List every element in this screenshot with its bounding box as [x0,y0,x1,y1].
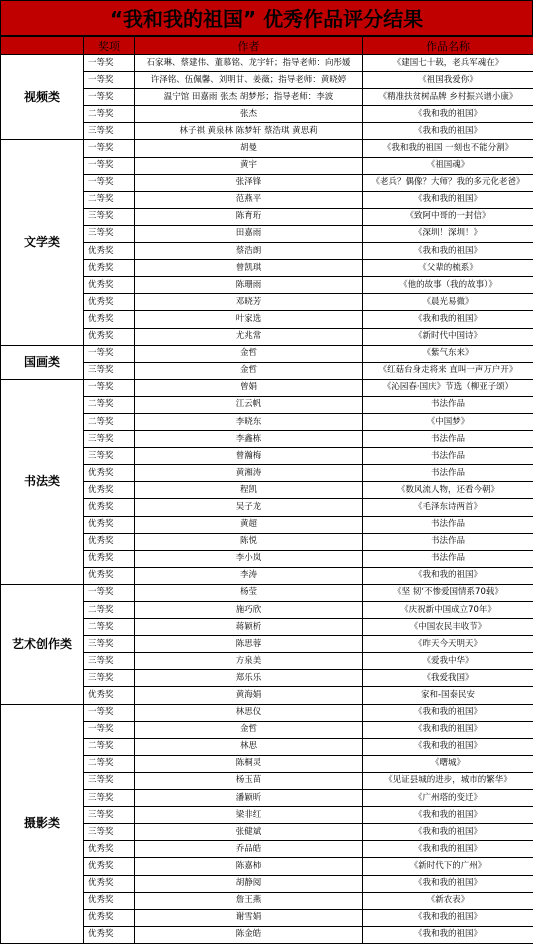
work-title-cell: 书法作品 [363,431,533,448]
author-cell: 许泽铭、伍佩馨、刘明甘、姜薇；指导老师：黄晓婷 [135,72,363,89]
award-cell: 二等奖 [84,738,135,755]
award-cell: 二等奖 [84,106,135,123]
author-cell: 杨玉苗 [135,772,363,789]
author-cell: 金哲 [135,362,363,379]
work-title-cell: 书法作品 [363,516,533,533]
work-title-cell: 《我爱我国》 [363,670,533,687]
award-cell: 一等奖 [84,89,135,106]
author-cell: 郑乐乐 [135,670,363,687]
award-cell: 优秀奖 [84,841,135,858]
author-cell: 邓晓芳 [135,294,363,311]
award-cell: 三等奖 [84,208,135,225]
work-title-cell: 《见证县城的进步，城市的繁华》 [363,772,533,789]
header-row [1,37,533,55]
table-row [1,704,533,721]
award-cell: 三等奖 [84,636,135,653]
award-cell: 优秀奖 [84,277,135,294]
category-cell: 艺术创作类 [1,584,84,704]
author-cell: 陈金皓 [135,926,363,943]
award-cell: 优秀奖 [84,294,135,311]
work-title-cell: 《我和我的祖国》 [363,704,533,721]
author-cell: 江云帆 [135,396,363,413]
award-cell: 一等奖 [84,174,135,191]
category-cell: 书法类 [1,379,84,584]
work-title-cell: 《数风流人物，还看今朝》 [363,482,533,499]
author-cell: 胡曼 [135,140,363,157]
work-title-cell: 《我和我的祖国》 [363,824,533,841]
award-cell: 三等奖 [84,772,135,789]
work-title-cell: 《新农表》 [363,892,533,909]
work-title-cell: 《致阿中哥的一封信》 [363,208,533,225]
header-category [1,37,84,55]
award-cell: 优秀奖 [84,875,135,892]
author-cell: 乔品皓 [135,841,363,858]
author-cell: 叶家选 [135,311,363,328]
award-cell: 二等奖 [84,396,135,413]
award-cell: 三等奖 [84,431,135,448]
author-cell: 胡静阅 [135,875,363,892]
work-title-cell: 《祖国我爱你》 [363,72,533,89]
award-cell: 一等奖 [84,584,135,601]
award-cell: 优秀奖 [84,328,135,345]
work-title-cell: 《父辈的梳系》 [363,260,533,277]
award-cell: 一等奖 [84,72,135,89]
author-cell: 陈桐灵 [135,755,363,772]
work-title-cell: 书法作品 [363,550,533,567]
work-title-cell: 《爱我中华》 [363,653,533,670]
award-cell: 三等奖 [84,824,135,841]
work-title-cell: 《毛泽东诗两首》 [363,499,533,516]
author-cell: 黄海娟 [135,687,363,704]
award-cell: 优秀奖 [84,858,135,875]
award-cell: 一等奖 [84,379,135,396]
work-title-cell: 《紫气东来》 [363,345,533,362]
work-title-cell: 《曙城》 [363,755,533,772]
work-title-cell: 《我和我的祖国》 [363,123,533,140]
work-title-cell: 《中国梦》 [363,413,533,430]
work-title-cell: 《新时代下的广州》 [363,858,533,875]
work-title-cell: 《中国农民丰收节》 [363,619,533,636]
award-cell: 优秀奖 [84,243,135,260]
award-cell: 优秀奖 [84,550,135,567]
work-title-cell: 《祖国魂》 [363,157,533,174]
award-cell: 二等奖 [84,619,135,636]
table-row [1,140,533,157]
award-cell: 优秀奖 [84,687,135,704]
work-title-cell: 书法作品 [363,448,533,465]
work-title-cell: 《我和我的祖国》 [363,243,533,260]
sheet-title: “我和我的祖国” 优秀作品评分结果 [0,0,533,36]
author-cell: 黄湘涛 [135,465,363,482]
award-cell: 二等奖 [84,602,135,619]
author-cell: 蔡浩朗 [135,243,363,260]
work-title-cell: 《老兵？偶像？大师？我的多元化老爸》 [363,174,533,191]
work-title-cell: 《我和我的祖国》 [363,807,533,824]
author-cell: 范燕平 [135,191,363,208]
category-cell: 视频类 [1,55,84,140]
work-title-cell: 《我和我的祖国》 [363,909,533,926]
author-cell: 田嘉雨 [135,225,363,242]
author-cell: 陈育珩 [135,208,363,225]
category-cell: 文学类 [1,140,84,345]
header-author: 作者 [135,37,363,55]
award-cell: 一等奖 [84,721,135,738]
author-cell: 金哲 [135,345,363,362]
author-cell: 石家琳、蔡建伟、董慕铭、龙宇轩；指导老师：向彤媛 [135,55,363,72]
work-title-cell: 《我和我的祖国》 [363,311,533,328]
work-title-cell: 《晨光易微》 [363,294,533,311]
award-cell: 优秀奖 [84,926,135,943]
author-cell: 潘颖昕 [135,790,363,807]
work-title-cell: 《庆祝新中国成立70年》 [363,602,533,619]
header-award: 奖项 [84,37,135,55]
work-title-cell: 《我和我的祖国》 [363,841,533,858]
work-title-cell: 《我和我的祖国 一刻也不能分割》 [363,140,533,157]
work-title-cell: 《精准扶贫树品牌 乡村振兴谱小康》 [363,89,533,106]
author-cell: 陈嘉柿 [135,858,363,875]
award-cell: 二等奖 [84,413,135,430]
award-cell: 优秀奖 [84,260,135,277]
award-cell: 优秀奖 [84,892,135,909]
author-cell: 施巧欣 [135,602,363,619]
category-cell: 国画类 [1,345,84,379]
work-title-cell: 《我和我的祖国》 [363,875,533,892]
award-cell: 优秀奖 [84,465,135,482]
author-cell: 李小岚 [135,550,363,567]
author-cell: 陈思蓉 [135,636,363,653]
author-cell: 李涛 [135,567,363,584]
award-cell: 三等奖 [84,653,135,670]
results-table [0,36,533,944]
author-cell: 程凯 [135,482,363,499]
author-cell: 李晓东 [135,413,363,430]
author-cell: 张健斌 [135,824,363,841]
work-title-cell: 《建国七十载，老兵军魂在》 [363,55,533,72]
author-cell: 林子祺 黄泉林 陈梦轩 蔡浩琪 黄思莉 [135,123,363,140]
work-title-cell: 《坚 韧‘不惨爱国情系70载》 [363,584,533,601]
author-cell: 曾凯琪 [135,260,363,277]
author-cell: 尤兆常 [135,328,363,345]
work-title-cell: 《我和我的祖国》 [363,721,533,738]
award-cell: 三等奖 [84,807,135,824]
author-cell: 吴子龙 [135,499,363,516]
work-title-cell: 《我和我的祖国》 [363,926,533,943]
work-title-cell: 《我和我的祖国》 [363,738,533,755]
author-cell: 曾娟 [135,379,363,396]
author-cell: 詹王燕 [135,892,363,909]
work-title-cell: 书法作品 [363,533,533,550]
table-row [1,379,533,396]
work-title-cell: 《我和我的祖国》 [363,191,533,208]
author-cell: 方泉美 [135,653,363,670]
category-cell: 摄影类 [1,704,84,943]
work-title-cell: 《沁园春·国庆》节选（柳亚子颂） [363,379,533,396]
award-cell: 优秀奖 [84,482,135,499]
author-cell: 陈悦 [135,533,363,550]
award-cell: 一等奖 [84,704,135,721]
work-title-cell: 《新时代中国诗》 [363,328,533,345]
award-cell: 三等奖 [84,790,135,807]
author-cell: 黄宇 [135,157,363,174]
award-cell: 优秀奖 [84,533,135,550]
author-cell: 林思仪 [135,704,363,721]
author-cell: 黄超 [135,516,363,533]
work-title-cell: 《他的故事（我的故事）》 [363,277,533,294]
work-title-cell: 家和-国泰民安 [363,687,533,704]
results-body [1,55,533,944]
work-title-cell: 《红菇台身走将来 直叫一声万户开》 [363,362,533,379]
work-title-cell: 书法作品 [363,465,533,482]
work-title-cell: 《昨天今天明天》 [363,636,533,653]
award-cell: 三等奖 [84,670,135,687]
work-title-cell: 《广州塔的变迁》 [363,790,533,807]
header-work: 作品名称 [363,37,533,55]
work-title-cell: 《深圳！深圳！》 [363,225,533,242]
award-cell: 优秀奖 [84,516,135,533]
table-row [1,345,533,362]
author-cell: 杨莹 [135,584,363,601]
award-cell: 三等奖 [84,123,135,140]
author-cell: 林思 [135,738,363,755]
award-cell: 优秀奖 [84,567,135,584]
author-cell: 谢雪娟 [135,909,363,926]
award-cell: 三等奖 [84,448,135,465]
work-title-cell: 《我和我的祖国》 [363,106,533,123]
award-cell: 一等奖 [84,157,135,174]
award-cell: 二等奖 [84,755,135,772]
award-cell: 三等奖 [84,362,135,379]
author-cell: 张杰 [135,106,363,123]
author-cell: 李鑫栋 [135,431,363,448]
award-cell: 优秀奖 [84,311,135,328]
award-cell: 一等奖 [84,140,135,157]
author-cell: 张泽锋 [135,174,363,191]
author-cell: 金哲 [135,721,363,738]
author-cell: 梁非红 [135,807,363,824]
author-cell: 蒋颖析 [135,619,363,636]
work-title-cell: 书法作品 [363,396,533,413]
award-cell: 优秀奖 [84,499,135,516]
award-cell: 一等奖 [84,345,135,362]
table-row [1,584,533,601]
author-cell: 陈珊雨 [135,277,363,294]
award-cell: 二等奖 [84,191,135,208]
author-cell: 温宁馆 田嘉雨 张杰 胡梦彤；指导老师：李波 [135,89,363,106]
award-cell: 三等奖 [84,225,135,242]
award-cell: 优秀奖 [84,909,135,926]
award-cell: 一等奖 [84,55,135,72]
work-title-cell: 《我和我的祖国》 [363,567,533,584]
author-cell: 曾瀚梅 [135,448,363,465]
table-row [1,55,533,72]
